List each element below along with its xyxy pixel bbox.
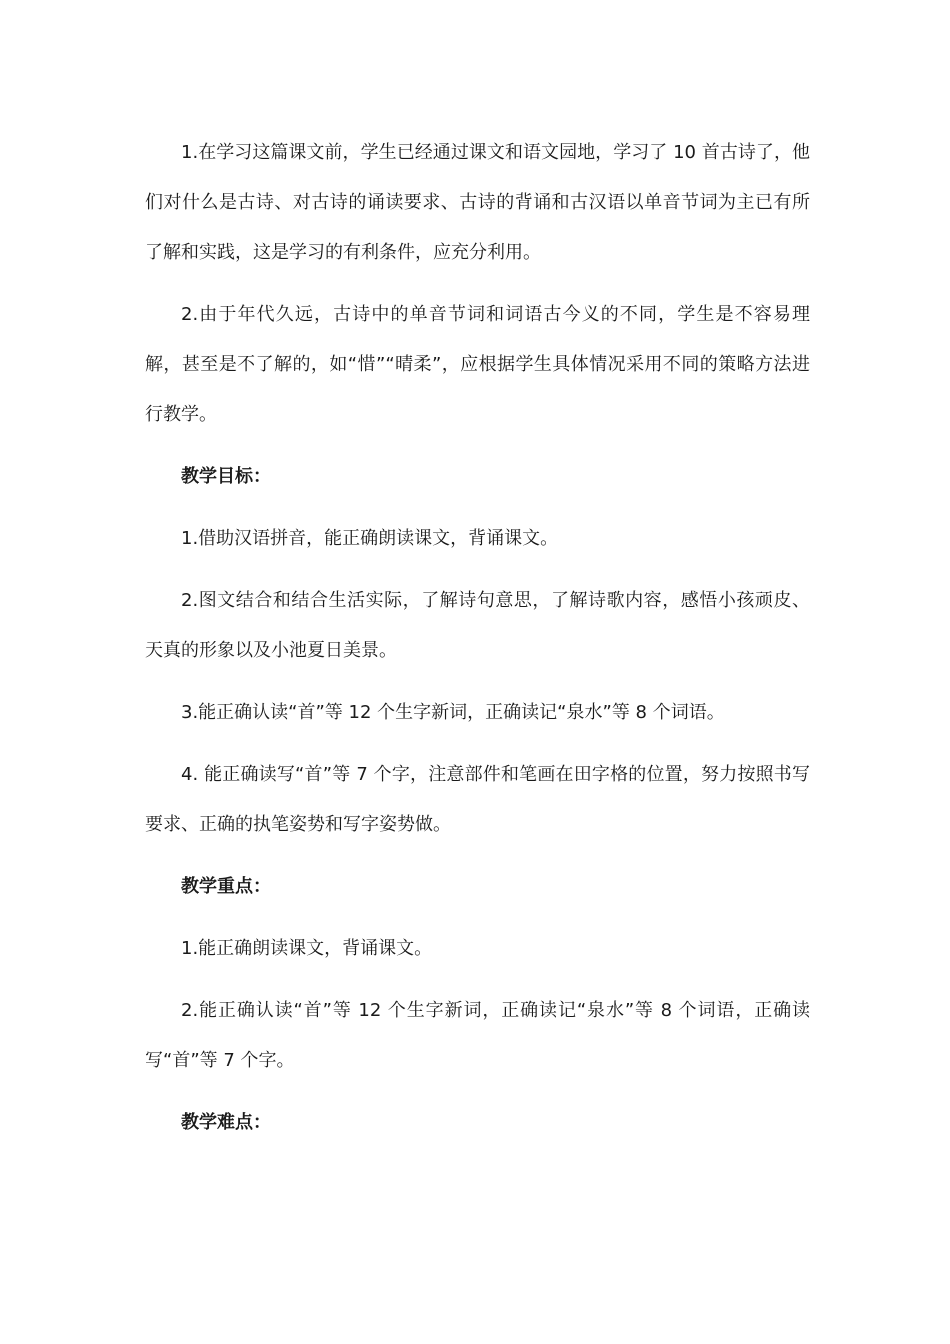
- heading-teaching-goals: 教学目标：: [181, 466, 271, 487]
- paragraph-focus-2: 2.能正确认读“首”等 12 个生字新词，正确读记“泉水”等 8 个词语，正确读写“首”等 7 个字。: [145, 1000, 810, 1071]
- document-page: [145, 128, 810, 1160]
- paragraph-analysis-2: 2.由于年代久远，古诗中的单音节词和词语古今义的不同，学生是不容易理解，甚至是不了解的，如“惜”“晴柔”，应根据学生具体情况采用不同的策略方法进行教学。: [145, 304, 810, 425]
- paragraph-goal-4: 4. 能正确读写“首”等 7 个字，注意部件和笔画在田字格的位置，努力按照书写要求、正确的执笔姿势和写字姿势做。: [145, 764, 810, 835]
- paragraph-focus-1: 1.能正确朗读课文，背诵课文。: [181, 938, 433, 959]
- paragraph-goal-3: 3.能正确认读“首”等 12 个生字新词，正确读记“泉水”等 8 个词语。: [181, 702, 725, 723]
- paragraph-goal-2: 2.图文结合和结合生活实际，了解诗句意思，了解诗歌内容，感悟小孩顽皮、天真的形象以及小池夏日美景。: [145, 590, 810, 661]
- paragraph-analysis-1: 1.在学习这篇课文前，学生已经通过课文和语文园地，学习了 10 首古诗了，他们对什么是古诗、对古诗的诵读要求、古诗的背诵和古汉语以单音节词为主已有所了解和实践，这是学习的有利条件，应充分利用。: [145, 142, 810, 263]
- heading-teaching-difficulty: 教学难点：: [181, 1112, 271, 1133]
- heading-teaching-focus: 教学重点：: [181, 876, 271, 897]
- paragraph-goal-1: 1.借助汉语拼音，能正确朗读课文，背诵课文。: [181, 528, 559, 549]
